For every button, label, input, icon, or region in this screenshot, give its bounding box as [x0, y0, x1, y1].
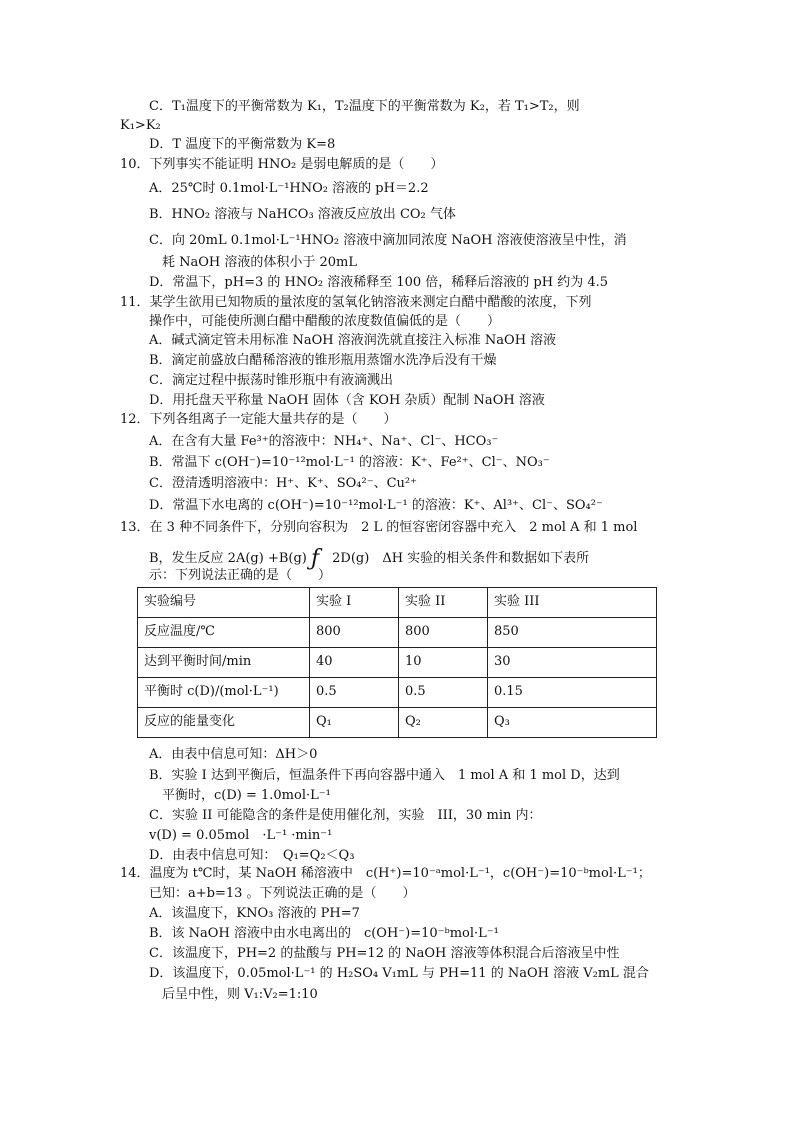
table-cell: 40: [310, 648, 399, 678]
table-cell: 0.15: [488, 678, 657, 708]
table-cell: 800: [399, 618, 488, 648]
table-cell: 800: [310, 618, 399, 648]
table-row: [138, 648, 657, 678]
table-cell: 0.5: [310, 678, 399, 708]
table-cell: Q₁: [310, 708, 399, 738]
question-10-option-b: B．HNO₂ 溶液与 NaHCO₃ 溶液反应放出 CO₂ 气体: [149, 207, 456, 222]
table-row: [138, 618, 657, 648]
question-10-option-c-cont: 耗 NaOH 溶液的体积小于 20mL: [162, 255, 358, 270]
question-13-option-c-cont: v(D) = 0.05mol ·L⁻¹ ·min⁻¹: [149, 828, 333, 843]
question-11: 11．某学生欲用已知物质的量浓度的氢氧化钠溶液来测定白醋中醋酸的浓度，下列: [120, 295, 592, 310]
table-cell: 850: [488, 618, 657, 648]
question-13-option-c: C．实验 II 可能隐含的条件是使用催化剂，实验 III，30 min 内：: [149, 808, 542, 823]
question-14-option-b: B．该 NaOH 溶液中由水电离出的 c(OH⁻)=10⁻ᵇmol·L⁻¹: [149, 926, 499, 941]
question-10-option-d: D．常温下，pH=3 的 HNO₂ 溶液稀释至 100 倍，稀释后溶液的 pH 约为 4.5: [149, 275, 609, 290]
reaction-text-cont: 2D(g) ΔH 实验的相关条件和数据如下表所: [319, 551, 590, 566]
question-11-option-b: B．滴定前盛放白醋稀溶液的锥形瓶用蒸馏水洗净后没有干燥: [149, 353, 497, 368]
question-11-option-d: D．用托盘天平称量 NaOH 固体（含 KOH 杂质）配制 NaOH 溶液: [149, 393, 545, 408]
question-12: 12．下列各组离子一定能大量共存的是（ ）: [120, 412, 397, 427]
question-14-cont: 已知：a+b=13 。下列说法正确的是（ ）: [149, 886, 416, 901]
option-c-prev: C．T₁温度下的平衡常数为 K₁，T₂温度下的平衡常数为 K₂，若 T₁>T₂，则: [149, 99, 580, 114]
table-cell: 30: [488, 648, 657, 678]
question-10: 10．下列事实不能证明 HNO₂ 是弱电解质的是（ ）: [120, 157, 444, 172]
table-cell: 实验编号: [138, 588, 310, 618]
option-c-prev-cont: K₁>K₂: [120, 118, 161, 133]
experiment-table: [137, 587, 657, 738]
table-cell: Q₂: [399, 708, 488, 738]
question-13-cont: 示：下列说法正确的是（ ）: [149, 568, 332, 583]
question-11-option-c: C．滴定过程中振荡时锥形瓶中有液滴溅出: [149, 373, 393, 388]
question-14-option-d-cont: 后呈中性，则 V₁:V₂=1:10: [162, 987, 318, 1002]
table-cell: Q₃: [488, 708, 657, 738]
reaction-text: B，发生反应 2A(g) +B(g): [149, 551, 311, 566]
table-cell: 平衡时 c(D)/(mol·L⁻¹): [138, 678, 310, 708]
option-d-prev: D．T 温度下的平衡常数为 K=8: [149, 137, 336, 152]
question-14-option-d: D．该温度下，0.05mol·L⁻¹ 的 H₂SO₄ V₁mL 与 PH=11 的 NaOH 溶液 V₂mL 混合: [149, 966, 649, 981]
question-13-option-a: A．由表中信息可知：ΔH＞0: [149, 747, 318, 762]
table-cell: 实验 II: [399, 588, 488, 618]
table-cell: 达到平衡时间/min: [138, 648, 310, 678]
question-14-option-c: C．该温度下，PH=2 的盐酸与 PH=12 的 NaOH 溶液等体积混合后溶液呈中性: [149, 946, 620, 961]
equilibrium-symbol: ƒ: [311, 546, 320, 571]
question-13-option-b: B．实验 I 达到平衡后，恒温条件下再向容器中通入 1 mol A 和 1 mol D，达到: [149, 768, 620, 783]
table-row: [138, 588, 657, 618]
question-13-option-b-cont: 平衡时，c(D) = 1.0mol·L⁻¹: [162, 788, 331, 803]
question-12-option-a: A．在含有大量 Fe³⁺的溶液中：NH₄⁺、Na⁺、Cl⁻、HCO₃⁻: [149, 434, 499, 449]
question-12-option-c: C．澄清透明溶液中：H⁺、K⁺、SO₄²⁻、Cu²⁺: [149, 476, 417, 491]
question-13-option-d: D．由表中信息可知： Q₁=Q₂＜Q₃: [149, 848, 355, 863]
question-14: 14．温度为 t℃时，某 NaOH 稀溶液中 c(H⁺)=10⁻ᵃmol·L⁻¹，c(OH⁻)=10⁻ᵇmol·L⁻¹；: [120, 866, 651, 881]
question-12-option-d: D．常温下水电离的 c(OH⁻)=10⁻¹²mol·L⁻¹ 的溶液：K⁺、Al³⁺、Cl⁻、SO₄²⁻: [149, 498, 603, 513]
question-11-option-a: A．碱式滴定管未用标准 NaOH 溶液润洗就直接注入标准 NaOH 溶液: [149, 333, 557, 348]
table-cell: 10: [399, 648, 488, 678]
question-13: 13．在 3 种不同条件下，分别向容积为 2 L 的恒容密闭容器中充入 2 mol A 和 1 mol: [120, 520, 638, 535]
table-cell: 反应温度/℃: [138, 618, 310, 648]
table-cell: 0.5: [399, 678, 488, 708]
question-11-cont: 操作中，可能使所测白醋中醋酸的浓度数值偏低的是（ ）: [149, 314, 501, 329]
table-cell: 实验 I: [310, 588, 399, 618]
table-row: [138, 678, 657, 708]
question-14-option-a: A．该温度下，KNO₃ 溶液的 PH=7: [149, 906, 360, 921]
question-12-option-b: B．常温下 c(OH⁻)=10⁻¹²mol·L⁻¹ 的溶液：K⁺、Fe²⁺、Cl⁻、NO₃⁻: [149, 455, 550, 470]
table-cell: 反应的能量变化: [138, 708, 310, 738]
question-10-option-c: C．向 20mL 0.1mol·L⁻¹HNO₂ 溶液中滴加同浓度 NaOH 溶液使溶液呈中性，消: [149, 233, 627, 248]
table-row: [138, 708, 657, 738]
table-cell: 实验 III: [488, 588, 657, 618]
question-10-option-a: A．25℃时 0.1mol·L⁻¹HNO₂ 溶液的 pH＝2.2: [149, 181, 429, 196]
